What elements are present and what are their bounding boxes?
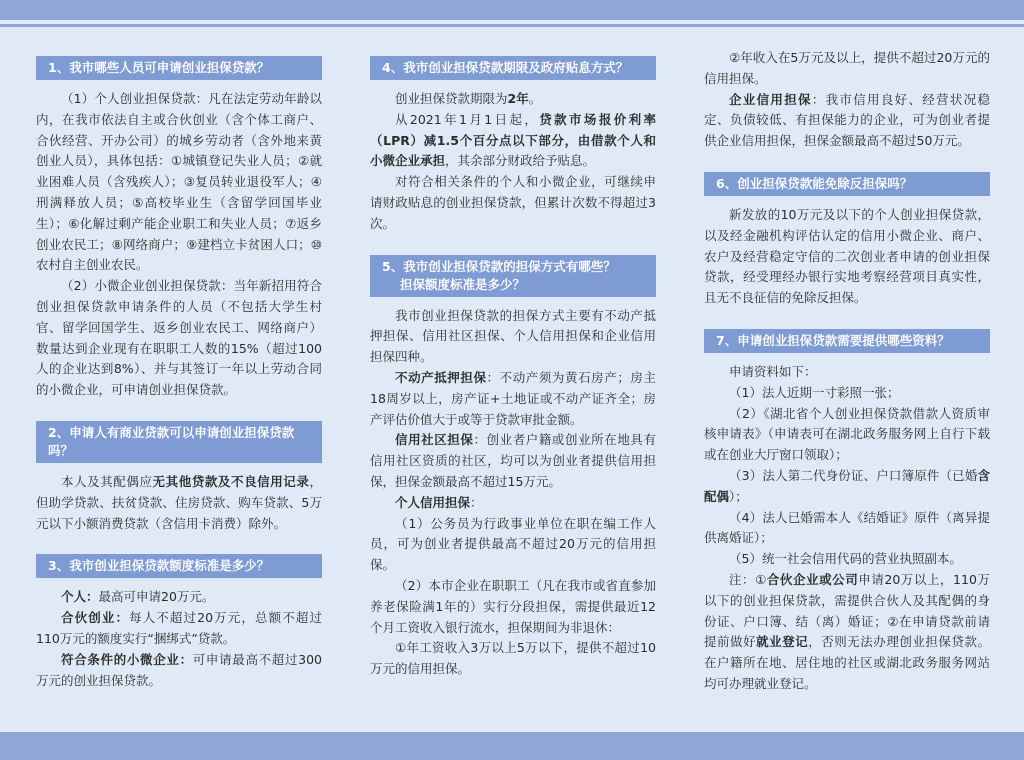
- text: ：: [470, 494, 483, 510]
- paragraph-material-2: （2）《湖北省个人创业担保贷款借款人资质审核申请表》（申请表可在湖北政务服务网上自行下载或在创业大厅窗口领取）；: [704, 405, 990, 463]
- text: 每人不超过20万元，总额不超过110万元的额度实行“捆绑式”贷款。: [36, 610, 322, 646]
- text: ）；: [729, 488, 748, 504]
- bold-text: 符合条件的小微企业：: [61, 651, 193, 667]
- section-heading-5: [370, 255, 656, 297]
- paragraph-community-guarantee: [370, 430, 656, 492]
- paragraph-employee-guarantee: （2）本市企业在职职工（凡在我市或省直参加养老保险满1年的）实行分段担保，需提供最近12个月工资收入银行流水，担保期间为非退休：: [370, 577, 656, 635]
- text: 创业担保贷款期限为: [395, 91, 508, 106]
- bold-text: 无其他贷款及不良信用记录: [152, 473, 310, 489]
- section-heading-6: 6、创业担保贷款能免除反担保吗？: [704, 172, 990, 196]
- text: ，否则无法办理创业担保贷款。在户籍所在地、居住地的社区或湖北政务服务网站均可办理就业登记。: [704, 634, 990, 691]
- paragraph-credit-record: [36, 472, 322, 534]
- column-left: [36, 36, 322, 691]
- paragraph-loan-term: [370, 89, 656, 110]
- paragraph-income-tier-1: ①年工资收入3万以上5万以下，提供不超过10万元的信用担保。: [370, 640, 656, 677]
- bold-text: 不动产抵押担保: [395, 369, 487, 385]
- bold-text: 个人信用担保: [395, 494, 471, 510]
- top-band: [0, 0, 1024, 20]
- bold-text: 个人：: [61, 589, 99, 605]
- section-heading-7: 7、申请创业担保贷款需要提供哪些资料？: [704, 329, 990, 353]
- paragraph-civil-servant: （1）公务员为行政事业单位在职在编工作人员，可为创业者提供最高不超过20万元的信用担保。: [370, 515, 656, 573]
- paragraph-income-tier-2: ②年收入在5万元及以上，提供不超过20万元的信用担保。: [704, 50, 990, 86]
- section-heading-2: 2、申请人有商业贷款可以申请创业担保贷款吗？: [36, 421, 322, 463]
- bold-text: 信用社区担保: [395, 432, 474, 448]
- paragraph-note: [704, 570, 990, 695]
- text: ：我市信用良好、经营状况稳定、负债较低、有担保能力的企业，可为创业者提供企业信用担保，担保金额最高不超过50万元。: [704, 91, 990, 149]
- paragraph-personal-guarantee: [370, 493, 656, 514]
- text: ，其余部分财政给予贴息。: [445, 153, 596, 169]
- paragraph-counter-guarantee-waiver: 新发放的10万元及以下的个人创业担保贷款，以及经金融机构评估认定的信用小微企业、商户、农户及经营稳定守信的二次创业者申请的创业担保贷款，经受理经办银行实地考察经营项目真实性，且无不良征信的免除反担保。: [704, 206, 990, 306]
- top-band-line: [0, 24, 1024, 27]
- paragraph-small-business-loan: （2）小微企业创业担保贷款：当年新招用符合创业担保贷款申请条件的人员（不包括大学生村官、留学回国学生、返乡创业农民工、网络商户）数量达到企业现有在职职工人数的15%（超过100人的企业达到8%）、并与其签订一年以上劳动合同的小微企业，可申请创业担保贷款。: [36, 278, 322, 398]
- bold-text: 贷款市场报价利率（LPR）减1.5个百分点以下部分，由借款个人和小微企业承担: [370, 111, 656, 169]
- paragraph-repeat-application: 对符合相关条件的个人和小微企业，可继续申请财政贴息的创业担保贷款，但累计次数不得超过3次。: [370, 174, 656, 231]
- paragraph-property-mortgage: [370, 368, 656, 430]
- column-middle: [370, 36, 656, 680]
- paragraph-individual-limit: [36, 587, 322, 608]
- section-heading-4: 4、我市创业担保贷款期限及政府贴息方式？: [370, 56, 656, 80]
- bottom-band: [0, 732, 1024, 760]
- paragraph-material-4: （4）法人已婚需本人《结婚证》原件（离异提供离婚证）；: [704, 509, 990, 546]
- section-heading-1: 1、我市哪些人员可申请创业担保贷款？: [36, 56, 322, 80]
- text: 注：①: [729, 571, 767, 587]
- text: （3）法人第二代身份证、户口簿原件（已婚: [729, 467, 978, 483]
- paragraph-small-business-limit: [36, 650, 322, 692]
- bold-text: 就业登记: [756, 634, 809, 650]
- paragraph-interest-subsidy: [370, 110, 656, 172]
- text: 最高可申请20万元。: [98, 589, 215, 605]
- bold-text: 企业信用担保: [729, 91, 812, 107]
- section-heading-3: 3、我市创业担保贷款额度标准是多少？: [36, 554, 322, 578]
- column-right: [704, 36, 990, 695]
- text: ：创业者户籍或创业所在地具有信用社区资质的社区，均可以为创业者提供信用担保，担保金额最高不超过15万元。: [370, 432, 656, 489]
- paragraph-materials-intro: 申请资料如下：: [729, 363, 817, 379]
- paragraph-material-1: （1）法人近期一寸彩照一张；: [729, 384, 900, 400]
- text: 。: [528, 91, 542, 106]
- heading-line: 5、我市创业担保贷款的担保方式有哪些？: [382, 258, 616, 274]
- bold-text: 2年: [507, 91, 529, 106]
- text: ：不动产须为黄石房产；房主18周岁以上，房产证+土地证或不动产证齐全；房产评估价值大于或等于贷款审批金额。: [370, 369, 656, 427]
- text: 从2021年1月1日起，: [395, 111, 540, 127]
- text: 可申请最高不超过300万元的创业担保贷款。: [36, 651, 322, 688]
- heading-line: 担保额度标准是多少？: [400, 276, 526, 292]
- bold-text: 合伙企业或公司: [766, 571, 859, 587]
- bold-text: 含配偶: [704, 467, 990, 504]
- text: 本人及其配偶应: [61, 473, 153, 489]
- paragraph-material-5: （5）统一社会信用代码的营业执照副本。: [729, 551, 962, 567]
- paragraph-individual-loan: （1）个人创业担保贷款：凡在法定劳动年龄以内，在我市依法自主或合伙创业（含个体工商户、合伙经营、开办公司）的城乡劳动者（含外地来黄创业人员），具体包括：①城镇登记失业人员；②就业困难人员（含残疾人）；③复员转业退役军人；④刑满释放人员；⑤高校毕业生（含留学回国毕业生）；⑥化解过剩产能企业职工和失业人员；⑦返乡创业农民工；⑧网络商户；⑨建档立卡贫困人口；⑩农村自主创业农民。: [36, 91, 322, 273]
- bold-text: 合伙创业：: [61, 610, 130, 626]
- text: ，但助学贷款、扶贫贷款、住房贷款、购车贷款、5万元以下小额消费贷款（含信用卡消费）除外。: [36, 473, 322, 531]
- paragraph-partnership-limit: [36, 608, 322, 650]
- paragraph-enterprise-guarantee: [704, 90, 990, 152]
- paragraph-guarantee-types: 我市创业担保贷款的担保方式主要有不动产抵押担保、信用社区担保、个人信用担保和企业信用担保四种。: [370, 307, 656, 365]
- paragraph-material-3: [704, 466, 990, 508]
- text: 申请20万以上，110万以下的创业担保贷款，需提供合伙人及其配偶的身份证、户口簿、结（离）婚证；②在申请贷款前请提前做好: [704, 571, 990, 650]
